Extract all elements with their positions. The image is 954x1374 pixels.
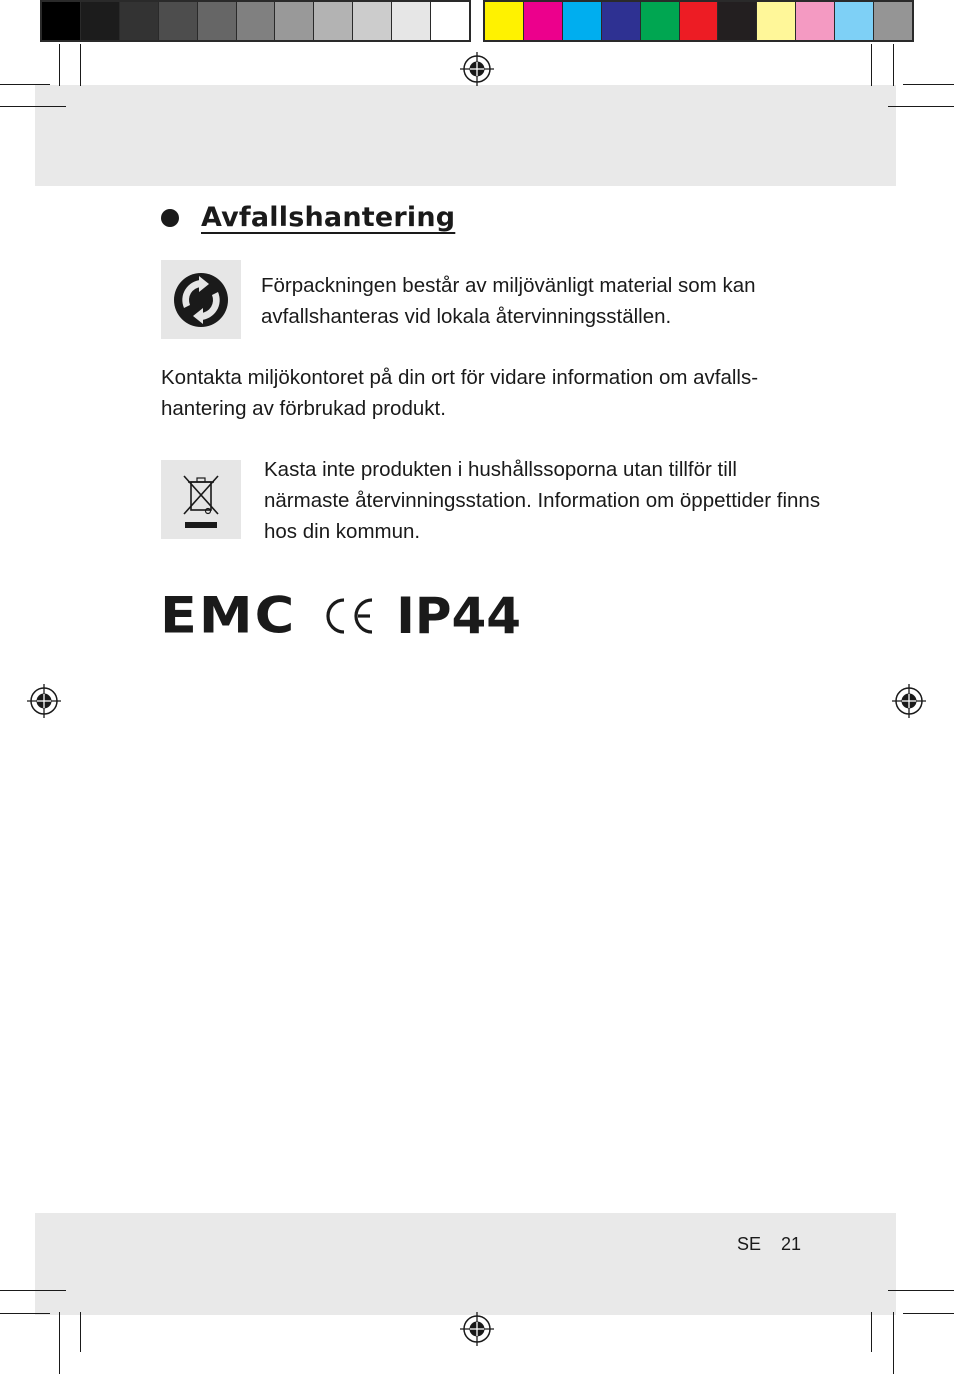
contact-line-1: Kontakta miljökontoret på din ort för vidare information om avfalls- — [161, 366, 759, 389]
color-swatch — [524, 2, 563, 40]
color-swatch — [275, 2, 314, 40]
color-swatch — [198, 2, 237, 40]
color-swatch — [602, 2, 641, 40]
crop-mark — [0, 106, 66, 107]
section-heading: Avfallshantering — [201, 202, 456, 233]
crop-mark — [80, 44, 81, 86]
bottom-band — [35, 1213, 896, 1315]
crop-mark — [80, 1312, 81, 1352]
crop-mark — [871, 1312, 872, 1352]
color-swatch — [353, 2, 392, 40]
ip-rating: IP44 — [396, 586, 522, 645]
ce-mark-icon — [320, 596, 376, 636]
crop-mark — [0, 1290, 66, 1291]
crop-mark — [893, 44, 894, 86]
crop-mark — [59, 44, 60, 86]
color-swatch — [159, 2, 198, 40]
crop-mark — [893, 1312, 894, 1374]
color-calibration-bar — [483, 0, 914, 42]
emc-mark: EMC — [160, 586, 297, 645]
color-swatch — [42, 2, 81, 40]
color-swatch — [835, 2, 874, 40]
color-swatch — [757, 2, 796, 40]
registration-mark-icon — [27, 684, 61, 718]
conformity-marks — [160, 584, 521, 647]
green-dot-recycle-icon — [161, 260, 241, 339]
contact-line-2: hantering av förbrukad produkt. — [161, 397, 446, 420]
language-code: SE — [737, 1234, 762, 1254]
color-swatch — [81, 2, 120, 40]
grey-calibration-bar — [40, 0, 471, 42]
contact-paragraph — [161, 362, 821, 424]
color-swatch — [718, 2, 757, 40]
color-swatch — [641, 2, 680, 40]
color-swatch — [485, 2, 524, 40]
crop-mark — [888, 106, 954, 107]
disposal-paragraph: Kasta inte produkten i hushållssoporna utan tillför till närmaste återvinningsstation. Information om öppettider finns hos din kommun. — [264, 458, 821, 543]
color-swatch — [314, 2, 353, 40]
packaging-paragraph: Förpackningen består av miljövänligt material som kan avfallshanteras vid lokala återvinningsställen. — [261, 274, 756, 328]
crop-mark — [0, 84, 50, 85]
color-swatch — [392, 2, 431, 40]
crop-mark — [0, 1313, 50, 1314]
page-footer — [737, 1234, 801, 1255]
color-swatch — [796, 2, 835, 40]
color-swatch — [120, 2, 159, 40]
bullet-icon — [161, 209, 179, 227]
crossed-out-wheelie-bin-icon — [161, 460, 241, 539]
crop-mark — [871, 44, 872, 86]
color-swatch — [563, 2, 602, 40]
page-number: 21 — [781, 1234, 802, 1254]
color-swatch — [237, 2, 276, 40]
color-swatch — [874, 2, 912, 40]
crop-mark — [888, 1290, 954, 1291]
top-band — [35, 85, 896, 186]
registration-mark-icon — [460, 52, 494, 86]
crop-mark — [903, 84, 954, 85]
section-header — [161, 202, 455, 233]
crop-mark — [59, 1312, 60, 1374]
color-swatch — [680, 2, 719, 40]
crop-mark — [903, 1313, 954, 1314]
color-swatch — [431, 2, 469, 40]
registration-mark-icon — [460, 1312, 494, 1346]
registration-mark-icon — [892, 684, 926, 718]
